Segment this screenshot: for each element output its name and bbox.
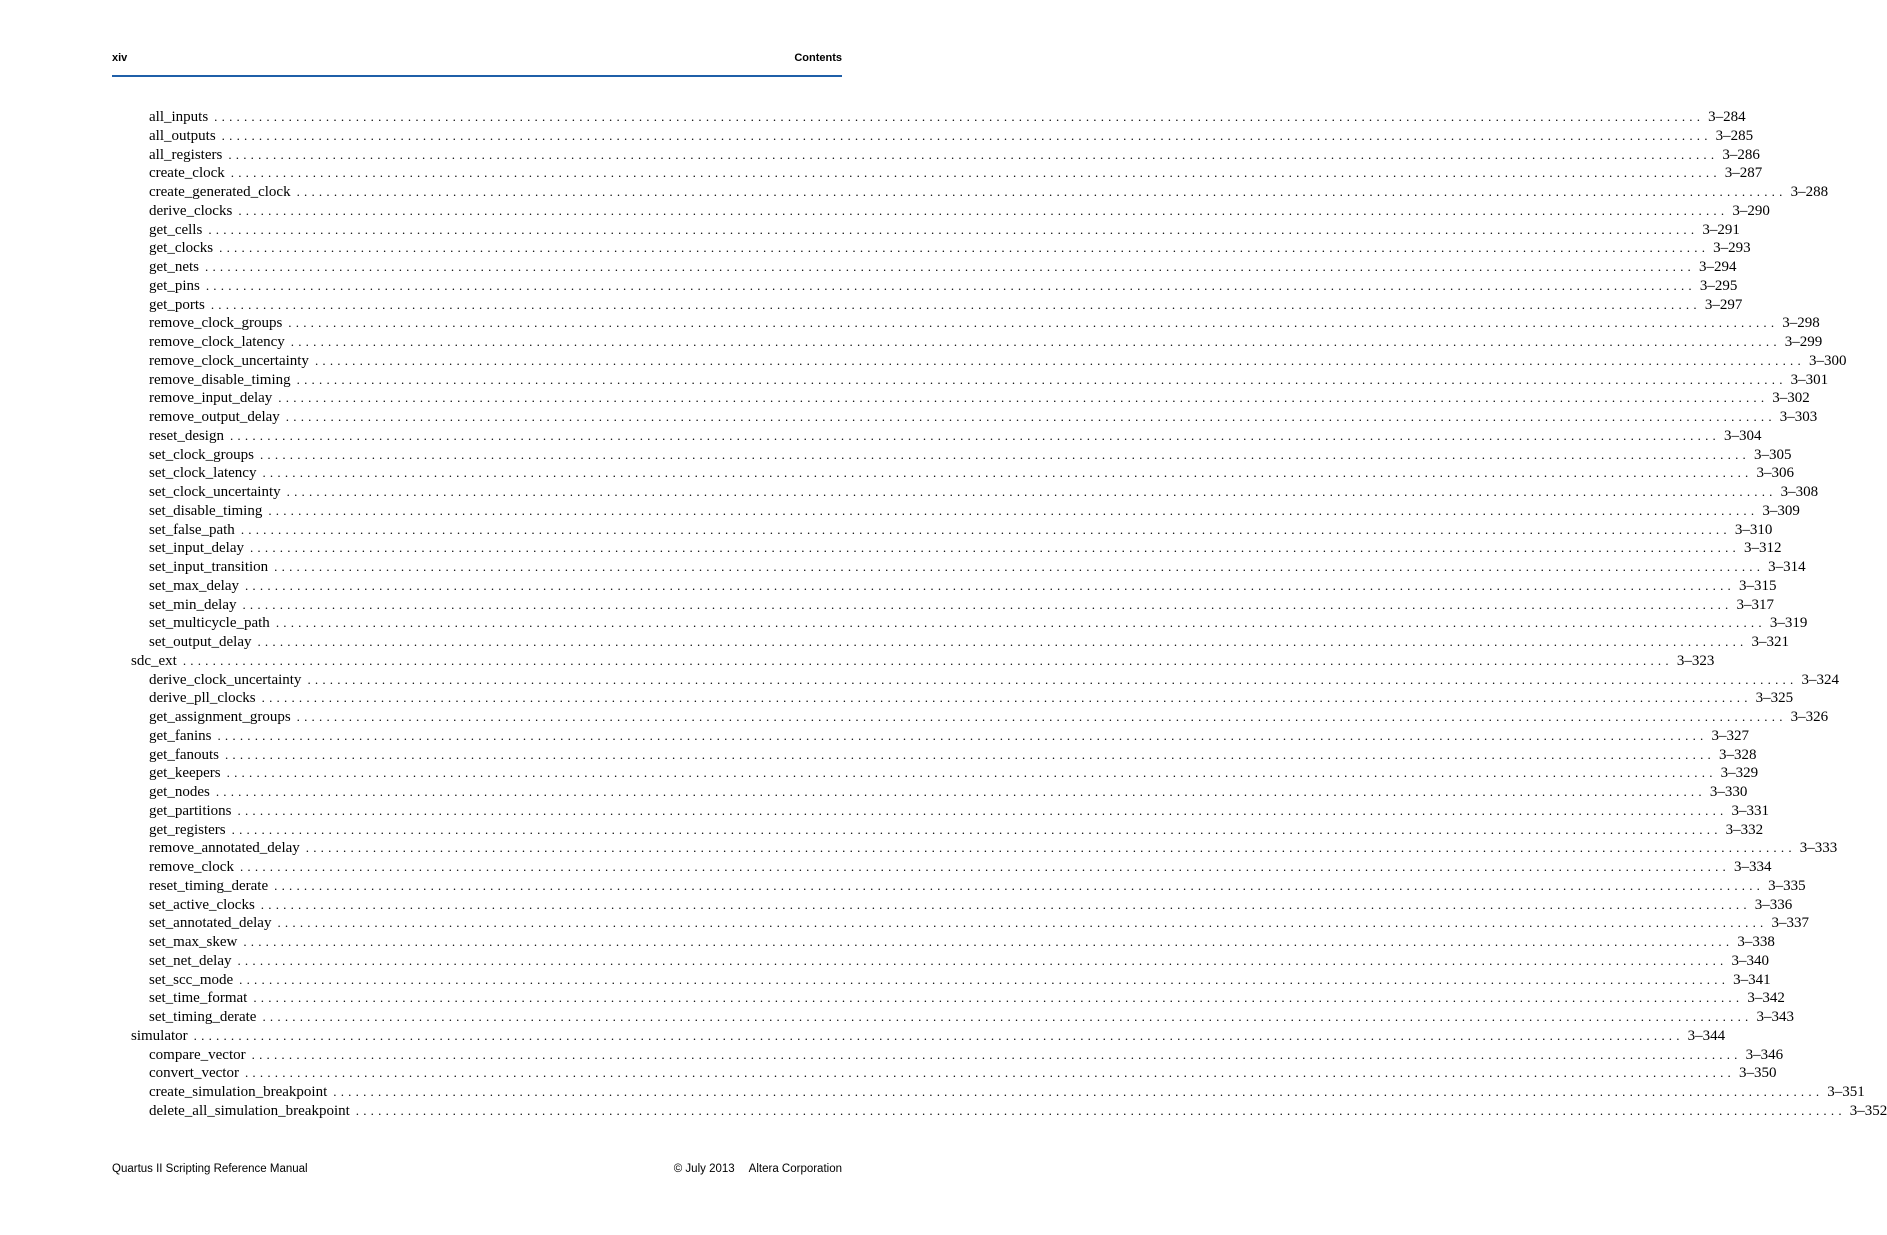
toc-entry[interactable]	[112, 839, 1838, 858]
toc-entry[interactable]	[112, 1064, 1777, 1083]
toc-entry[interactable]	[112, 652, 1715, 671]
toc-entry-page: 3–336	[1754, 896, 1793, 913]
header-rule	[112, 75, 842, 77]
toc-entry[interactable]	[112, 689, 1794, 708]
toc-entry-title: all_outputs	[149, 127, 216, 144]
toc-entry-title: all_registers	[149, 146, 223, 163]
toc-entry-title: set_annotated_delay	[149, 915, 272, 932]
toc-entry-page: 3–297	[1704, 296, 1743, 313]
toc-entry-page: 3–319	[1769, 615, 1808, 632]
toc-entry[interactable]	[112, 202, 1770, 221]
toc-entry-page: 3–330	[1709, 784, 1748, 800]
page-number-label: xiv	[112, 52, 128, 64]
toc-entry[interactable]	[112, 389, 1810, 408]
toc-entry[interactable]	[112, 952, 1769, 971]
toc-entry[interactable]	[112, 727, 1749, 746]
toc-entry-page: 3–333	[1799, 840, 1838, 857]
toc-leader-dots: ........................................................................................................................................................................................................	[275, 615, 1766, 631]
toc-leader-dots: ........................................................................................................................................................................................................	[314, 352, 1805, 368]
toc-leader-dots: ........................................................................................................................................................................................................	[193, 1027, 1684, 1043]
toc-entry-page: 3–295	[1699, 277, 1738, 294]
toc-entry-page: 3–329	[1720, 765, 1759, 782]
toc-entry-title: convert_vector	[149, 1065, 239, 1082]
toc-entry[interactable]	[112, 1008, 1794, 1027]
toc-entry-page: 3–324	[1801, 671, 1839, 688]
toc-leader-dots: ........................................................................................................................................................................................................	[205, 277, 1696, 293]
toc-leader-dots: ........................................................................................................................................................................................................	[262, 465, 1753, 481]
toc-entry-title: set_active_clocks	[149, 896, 255, 913]
toc-leader-dots: ........................................................................................................................................................................................................	[261, 690, 1752, 706]
toc-entry-page: 3–342	[1747, 990, 1785, 1007]
toc-entry-page: 3–334	[1733, 859, 1772, 875]
toc-leader-dots: ........................................................................................................................................................................................................	[205, 259, 1695, 274]
toc-entry[interactable]	[112, 108, 1746, 127]
toc-entry-title: set_multicycle_path	[149, 615, 270, 632]
toc-entry-page: 3–327	[1711, 727, 1749, 744]
toc-leader-dots: ........................................................................................................................................................................................................	[296, 371, 1787, 387]
toc-entry-title: remove_disable_timing	[149, 371, 291, 388]
toc-leader-dots: ........................................................................................................................................................................................................	[243, 934, 1734, 949]
toc-entry-page: 3–325	[1755, 690, 1794, 707]
toc-entry[interactable]	[112, 446, 1792, 465]
toc-entry-title: all_inputs	[149, 109, 209, 125]
toc-entry-page: 3–350	[1738, 1065, 1777, 1082]
toc-leader-dots: ........................................................................................................................................................................................................	[244, 1065, 1735, 1081]
toc-entry-title: remove_clock_uncertainty	[149, 352, 309, 369]
toc-entry[interactable]	[112, 258, 1737, 277]
toc-leader-dots: ........................................................................................................................................................................................................	[251, 1046, 1742, 1062]
toc-entry-title: set_max_delay	[149, 577, 239, 594]
toc-entry[interactable]	[112, 408, 1818, 427]
toc-entry-page: 3–335	[1768, 877, 1806, 894]
toc-entry[interactable]	[112, 708, 1829, 727]
toc-entry[interactable]	[112, 1046, 1784, 1065]
toc-leader-dots: ........................................................................................................................................................................................................	[288, 315, 1779, 331]
toc-leader-dots: ........................................................................................................................................................................................................	[242, 596, 1733, 612]
toc-entry-title: get_fanins	[149, 727, 212, 744]
toc-entry-title: sdc_ext	[131, 652, 177, 669]
toc-entry-page: 3–323	[1676, 652, 1715, 669]
toc-entry-page: 3–331	[1731, 802, 1769, 819]
toc-entry-page: 3–317	[1736, 596, 1774, 613]
toc-entry-title: remove_clock_latency	[149, 334, 285, 350]
toc-entry-title: set_disable_timing	[149, 502, 263, 519]
toc-entry[interactable]	[112, 164, 1763, 183]
toc-entry-title: derive_clock_uncertainty	[149, 671, 302, 688]
toc-entry-title: reset_timing_derate	[149, 877, 269, 894]
toc-leader-dots: ........................................................................................................................................................................................................	[228, 146, 1719, 162]
toc-entry-page: 3–294	[1699, 259, 1737, 275]
toc-entry[interactable]	[112, 633, 1789, 652]
toc-entry-page: 3–338	[1737, 934, 1775, 950]
toc-entry-page: 3–304	[1723, 427, 1762, 444]
toc-entry[interactable]	[112, 502, 1800, 521]
section-title: Contents	[794, 52, 842, 64]
toc-entry-page: 3–310	[1734, 521, 1773, 538]
toc-entry-title: remove_clock_groups	[149, 315, 283, 332]
toc-entry[interactable]	[112, 933, 1775, 952]
toc-leader-dots: ........................................................................................................................................................................................................	[221, 127, 1712, 143]
toc-entry[interactable]	[112, 877, 1806, 896]
toc-entry[interactable]	[112, 427, 1762, 446]
toc-leader-dots: ........................................................................................................................................................................................................	[237, 952, 1728, 968]
toc-leader-dots: ........................................................................................................................................................................................................	[208, 221, 1699, 237]
toc-entry-page: 3–293	[1713, 240, 1751, 257]
toc-entry-page: 3–308	[1780, 484, 1819, 500]
toc-leader-dots: ........................................................................................................................................................................................................	[257, 634, 1748, 649]
toc-entry-page: 3–305	[1753, 446, 1792, 463]
toc-entry-title: set_net_delay	[149, 952, 232, 969]
toc-entry-page: 3–341	[1733, 971, 1771, 988]
toc-entry[interactable]	[112, 614, 1808, 633]
toc-entry-title: remove_annotated_delay	[149, 840, 300, 857]
toc-entry-page: 3–314	[1768, 559, 1806, 575]
toc-leader-dots: ........................................................................................................................................................................................................	[238, 202, 1729, 218]
toc-entry-title: remove_clock	[149, 859, 234, 875]
toc-entry[interactable]	[112, 1027, 1726, 1046]
toc-entry-title: get_fanouts	[149, 746, 219, 763]
toc-leader-dots: ........................................................................................................................................................................................................	[239, 859, 1730, 874]
toc-entry-title: get_partitions	[149, 802, 232, 819]
toc-entry-title: set_max_skew	[149, 934, 238, 950]
toc-entry-page: 3–290	[1732, 202, 1770, 219]
toc-entry[interactable]	[112, 971, 1771, 990]
toc-leader-dots: ........................................................................................................................................................................................................	[290, 334, 1781, 349]
toc-leader-dots: ........................................................................................................................................................................................................	[285, 409, 1776, 424]
toc-entry-page: 3–302	[1772, 390, 1810, 407]
toc-entry-page: 3–312	[1743, 540, 1782, 557]
toc-entry-title: compare_vector	[149, 1046, 246, 1063]
toc-leader-dots: ........................................................................................................................................................................................................	[274, 877, 1765, 893]
toc-entry-title: set_input_transition	[149, 559, 269, 575]
toc-leader-dots: ........................................................................................................................................................................................................	[217, 727, 1708, 743]
toc-entry-title: set_false_path	[149, 521, 235, 538]
toc-entry-title: get_assignment_groups	[149, 709, 291, 725]
toc-entry[interactable]	[112, 746, 1757, 765]
toc-entry-page: 3–288	[1790, 184, 1829, 200]
toc-leader-dots: ........................................................................................................................................................................................................	[237, 802, 1728, 818]
toc-leader-dots: ........................................................................................................................................................................................................	[182, 652, 1673, 668]
toc-entry-title: set_input_delay	[149, 540, 244, 557]
toc-leader-dots: ........................................................................................................................................................................................................	[244, 577, 1735, 593]
toc-entry-title: create_clock	[149, 165, 225, 182]
toc-entry-title: get_pins	[149, 277, 200, 294]
toc-entry-title: derive_clocks	[149, 202, 233, 219]
toc-entry-title: set_scc_mode	[149, 971, 234, 988]
toc-leader-dots: ........................................................................................................................................................................................................	[355, 1102, 1846, 1118]
toc-entry[interactable]	[112, 764, 1759, 783]
toc-entry[interactable]	[112, 521, 1773, 540]
toc-leader-dots: ........................................................................................................................................................................................................	[215, 784, 1706, 799]
toc-entry-title: set_clock_groups	[149, 446, 254, 463]
toc-entry-title: get_ports	[149, 296, 205, 313]
toc-entry-page: 3–315	[1738, 577, 1777, 594]
toc-entry-title: derive_pll_clocks	[149, 690, 256, 707]
toc-entry-page: 3–291	[1702, 221, 1740, 238]
toc-entry-page: 3–286	[1722, 146, 1760, 163]
toc-entry-page: 3–351	[1827, 1084, 1865, 1100]
toc-leader-dots: ........................................................................................................................................................................................................	[226, 765, 1717, 781]
toc-entry-page: 3–303	[1779, 409, 1818, 425]
toc-entry-title: simulator	[131, 1027, 188, 1044]
toc-leader-dots: ........................................................................................................................................................................................................	[219, 240, 1710, 256]
toc-entry-title: get_cells	[149, 221, 203, 238]
toc-entry-page: 3–287	[1724, 165, 1763, 182]
footer-date: © July 2013	[673, 1163, 735, 1175]
toc-entry[interactable]	[112, 896, 1793, 915]
toc-entry[interactable]	[112, 539, 1782, 558]
toc-entry-title: get_registers	[149, 821, 226, 838]
toc-entry-page: 3–298	[1782, 315, 1820, 332]
toc-entry-title: set_clock_uncertainty	[149, 484, 281, 500]
toc-entry-page: 3–284	[1708, 109, 1746, 125]
toc-leader-dots: ........................................................................................................................................................................................................	[307, 671, 1798, 687]
toc-entry-title: set_output_delay	[149, 634, 252, 650]
toc-leader-dots: ........................................................................................................................................................................................................	[231, 821, 1722, 837]
toc-leader-dots: ........................................................................................................................................................................................................	[262, 1009, 1753, 1024]
toc-entry-title: set_min_delay	[149, 596, 237, 613]
toc-leader-dots: ........................................................................................................................................................................................................	[268, 502, 1759, 518]
footer-manual-title: Quartus II Scripting Reference Manual	[112, 1163, 308, 1175]
toc-leader-dots: ........................................................................................................................................................................................................	[305, 840, 1796, 856]
table-of-contents	[112, 108, 1887, 1121]
toc-leader-dots: ........................................................................................................................................................................................................	[230, 165, 1721, 181]
toc-leader-dots: ........................................................................................................................................................................................................	[296, 184, 1787, 199]
toc-entry-page: 3–285	[1715, 127, 1754, 144]
toc-entry-page: 3–332	[1725, 821, 1764, 838]
toc-entry[interactable]	[112, 464, 1794, 483]
toc-entry-page: 3–309	[1762, 502, 1800, 519]
toc-leader-dots: ........................................................................................................................................................................................................	[333, 1084, 1824, 1099]
toc-leader-dots: ........................................................................................................................................................................................................	[260, 896, 1751, 912]
toc-entry[interactable]	[112, 371, 1829, 390]
toc-entry[interactable]	[112, 483, 1819, 502]
toc-entry-title: get_nets	[149, 259, 199, 275]
toc-leader-dots: ........................................................................................................................................................................................................	[210, 296, 1701, 312]
toc-entry[interactable]	[112, 558, 1806, 577]
toc-entry[interactable]	[112, 277, 1738, 296]
toc-leader-dots: ........................................................................................................................................................................................................	[224, 746, 1715, 762]
toc-entry-title: create_generated_clock	[149, 184, 291, 200]
toc-entry[interactable]	[112, 1083, 1865, 1102]
toc-entry[interactable]	[112, 333, 1823, 352]
toc-entry-page: 3–344	[1687, 1027, 1726, 1044]
toc-entry[interactable]	[112, 296, 1743, 315]
toc-leader-dots: ........................................................................................................................................................................................................	[240, 521, 1731, 537]
toc-entry-title: set_time_format	[149, 990, 248, 1007]
toc-entry[interactable]	[112, 183, 1829, 202]
toc-entry-title: get_keepers	[149, 765, 221, 782]
toc-entry[interactable]	[112, 577, 1777, 596]
toc-entry-page: 3–321	[1751, 634, 1789, 650]
toc-entry-title: delete_all_simulation_breakpoint	[149, 1102, 350, 1119]
toc-entry[interactable]	[112, 858, 1772, 877]
toc-entry-page: 3–328	[1718, 746, 1757, 763]
toc-leader-dots: ........................................................................................................................................................................................................	[277, 915, 1768, 931]
toc-entry[interactable]	[112, 802, 1769, 821]
toc-entry-page: 3–326	[1790, 709, 1829, 725]
toc-entry[interactable]	[112, 989, 1785, 1008]
toc-entry-page: 3–343	[1756, 1009, 1794, 1025]
toc-entry-page: 3–337	[1771, 915, 1809, 932]
toc-entry[interactable]	[112, 221, 1740, 240]
toc-entry[interactable]	[112, 146, 1760, 165]
toc-entry[interactable]	[112, 671, 1839, 690]
toc-leader-dots: ........................................................................................................................................................................................................	[286, 484, 1777, 499]
toc-entry-title: reset_design	[149, 427, 224, 444]
toc-entry-title: get_nodes	[149, 784, 210, 800]
toc-entry-page: 3–352	[1849, 1102, 1887, 1119]
toc-leader-dots: ........................................................................................................................................................................................................	[278, 390, 1769, 406]
toc-entry-title: get_clocks	[149, 240, 214, 257]
toc-entry[interactable]	[112, 239, 1751, 258]
toc-leader-dots: ........................................................................................................................................................................................................	[259, 446, 1750, 462]
toc-entry[interactable]	[112, 314, 1820, 333]
toc-leader-dots: ........................................................................................................................................................................................................	[214, 109, 1705, 124]
toc-entry-page: 3–299	[1784, 334, 1823, 350]
toc-entry-page: 3–340	[1731, 952, 1769, 969]
toc-entry-title: set_clock_latency	[149, 465, 257, 482]
toc-entry-page: 3–301	[1790, 371, 1829, 388]
toc-entry-title: remove_input_delay	[149, 390, 273, 407]
toc-leader-dots: ........................................................................................................................................................................................................	[296, 709, 1787, 724]
toc-entry[interactable]	[112, 1102, 1887, 1121]
toc-entry[interactable]	[112, 914, 1809, 933]
toc-entry-page: 3–300	[1808, 352, 1847, 369]
toc-entry[interactable]	[112, 127, 1754, 146]
footer-company: Altera Corporation	[748, 1163, 842, 1175]
toc-leader-dots: ........................................................................................................................................................................................................	[249, 540, 1740, 556]
toc-entry[interactable]	[112, 783, 1748, 802]
toc-entry-page: 3–306	[1756, 465, 1794, 482]
toc-entry-page: 3–346	[1745, 1046, 1784, 1063]
footer-publisher	[674, 1163, 842, 1175]
toc-entry-title: set_timing_derate	[149, 1009, 257, 1025]
toc-entry[interactable]	[112, 352, 1847, 371]
toc-entry[interactable]	[112, 596, 1774, 615]
toc-leader-dots: ........................................................................................................................................................................................................	[239, 971, 1730, 987]
toc-entry-title: create_simulation_breakpoint	[149, 1084, 328, 1100]
toc-entry[interactable]	[112, 821, 1764, 840]
toc-leader-dots: ........................................................................................................................................................................................................	[253, 990, 1744, 1006]
toc-leader-dots: ........................................................................................................................................................................................................	[229, 427, 1720, 443]
toc-leader-dots: ........................................................................................................................................................................................................	[274, 559, 1765, 574]
toc-entry-title: remove_output_delay	[149, 409, 280, 425]
